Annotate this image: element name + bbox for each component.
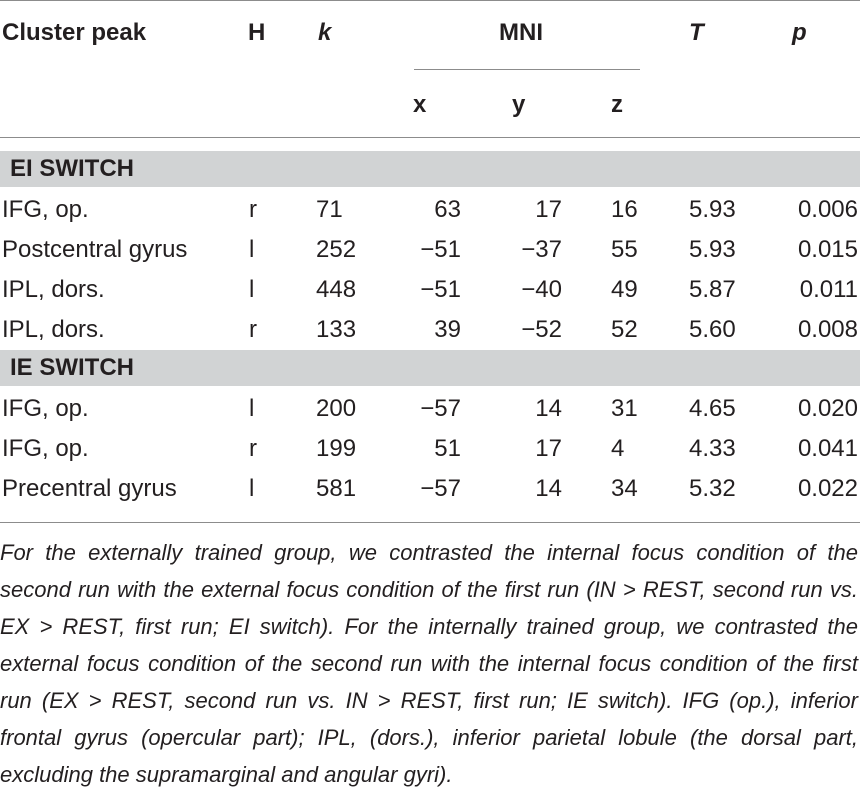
- cell-k: 252: [316, 236, 357, 263]
- cell-region: IFG, op.: [2, 435, 89, 462]
- table-row: [0, 310, 860, 350]
- cell-y: −52: [521, 316, 562, 343]
- cell-x: −51: [420, 236, 461, 263]
- cell-p: 0.015: [797, 236, 858, 263]
- cell-z: 34: [611, 475, 638, 502]
- cell-y: 17: [535, 435, 562, 462]
- bottom-rule: [0, 522, 860, 523]
- cell-k: 133: [316, 316, 357, 343]
- section-label: EI SWITCH: [10, 155, 134, 182]
- cell-y: 14: [535, 475, 562, 502]
- cell-p: 0.008: [797, 316, 858, 343]
- cell-t: 4.33: [689, 435, 736, 462]
- cell-x: −57: [420, 395, 461, 422]
- table-row: [0, 270, 860, 310]
- cell-k: 448: [316, 276, 357, 303]
- cell-t: 4.65: [689, 395, 736, 422]
- cell-t: 5.93: [689, 196, 736, 223]
- mni-rule: [414, 69, 640, 70]
- cell-p: 0.022: [797, 475, 858, 502]
- table-row: [0, 429, 860, 469]
- cell-k: 200: [316, 395, 357, 422]
- header-mni: MNI: [499, 19, 543, 46]
- cell-k: 199: [316, 435, 357, 462]
- header-hemisphere: H: [248, 19, 266, 46]
- cell-region: Postcentral gyrus: [2, 236, 188, 263]
- cell-y: 17: [535, 196, 562, 223]
- header-rule: [0, 137, 860, 138]
- cell-x: 63: [434, 196, 461, 223]
- cell-y: −37: [521, 236, 562, 263]
- cell-z: 31: [611, 395, 638, 422]
- cell-k: 581: [316, 475, 357, 502]
- cell-p: 0.011: [799, 276, 858, 303]
- table-row: [0, 389, 860, 429]
- cell-hemisphere: r: [249, 435, 257, 462]
- cell-p: 0.020: [797, 395, 858, 422]
- cell-t: 5.87: [689, 276, 736, 303]
- cell-k: 71: [316, 196, 343, 223]
- header-x: x: [413, 91, 427, 118]
- cell-z: 49: [611, 276, 638, 303]
- cell-y: 14: [535, 395, 562, 422]
- cell-x: 39: [434, 316, 461, 343]
- cell-hemisphere: r: [249, 196, 257, 223]
- table-row: [0, 230, 860, 270]
- cell-region: IPL, dors.: [2, 316, 105, 343]
- header-p: p: [792, 19, 807, 46]
- cell-x: 51: [434, 435, 461, 462]
- cell-z: 16: [611, 196, 638, 223]
- header-z: z: [611, 91, 623, 118]
- section-band-ie: [0, 350, 860, 386]
- cell-hemisphere: l: [249, 236, 255, 263]
- cell-region: IFG, op.: [2, 395, 89, 422]
- cell-t: 5.32: [689, 475, 736, 502]
- table-footnote: For the externally trained group, we contrasted the internal focus condition of the second run with the external focus condition of the first run (IN > REST, second run vs. EX > REST, first run; EI switch). For the internally trained group, we contrasted the external focus condition of the second run with the internal focus condition of the first run (EX > REST, second run vs. IN > REST, first run; IE switch). IFG (op.), inferior frontal gyrus (opercular part); IPL, (dors.), inferior parietal lobule (the dorsal part, excluding the supramarginal and angular gyri).: [0, 540, 858, 787]
- cell-x: −51: [420, 276, 461, 303]
- header-cluster-peak: Cluster peak: [2, 19, 147, 46]
- cell-hemisphere: l: [249, 276, 255, 303]
- table-row: [0, 469, 860, 509]
- cell-region: Precentral gyrus: [2, 475, 177, 502]
- cell-hemisphere: l: [249, 395, 255, 422]
- section-band-ei: [0, 151, 860, 187]
- section-label: IE SWITCH: [10, 354, 134, 381]
- table-row: [0, 190, 860, 230]
- cell-z: 4: [611, 435, 625, 462]
- cell-region: IFG, op.: [2, 196, 89, 223]
- cell-z: 52: [611, 316, 638, 343]
- cell-x: −57: [420, 475, 461, 502]
- cell-z: 55: [611, 236, 638, 263]
- header-k: k: [318, 19, 332, 46]
- top-rule: [0, 0, 860, 1]
- cell-hemisphere: r: [249, 316, 257, 343]
- cell-y: −40: [521, 276, 562, 303]
- cell-hemisphere: l: [249, 475, 255, 502]
- header-t: T: [689, 19, 704, 46]
- cell-p: 0.041: [797, 435, 858, 462]
- header-y: y: [512, 91, 526, 118]
- cell-region: IPL, dors.: [2, 276, 105, 303]
- cell-t: 5.93: [689, 236, 736, 263]
- cell-t: 5.60: [689, 316, 736, 343]
- cell-p: 0.006: [797, 196, 858, 223]
